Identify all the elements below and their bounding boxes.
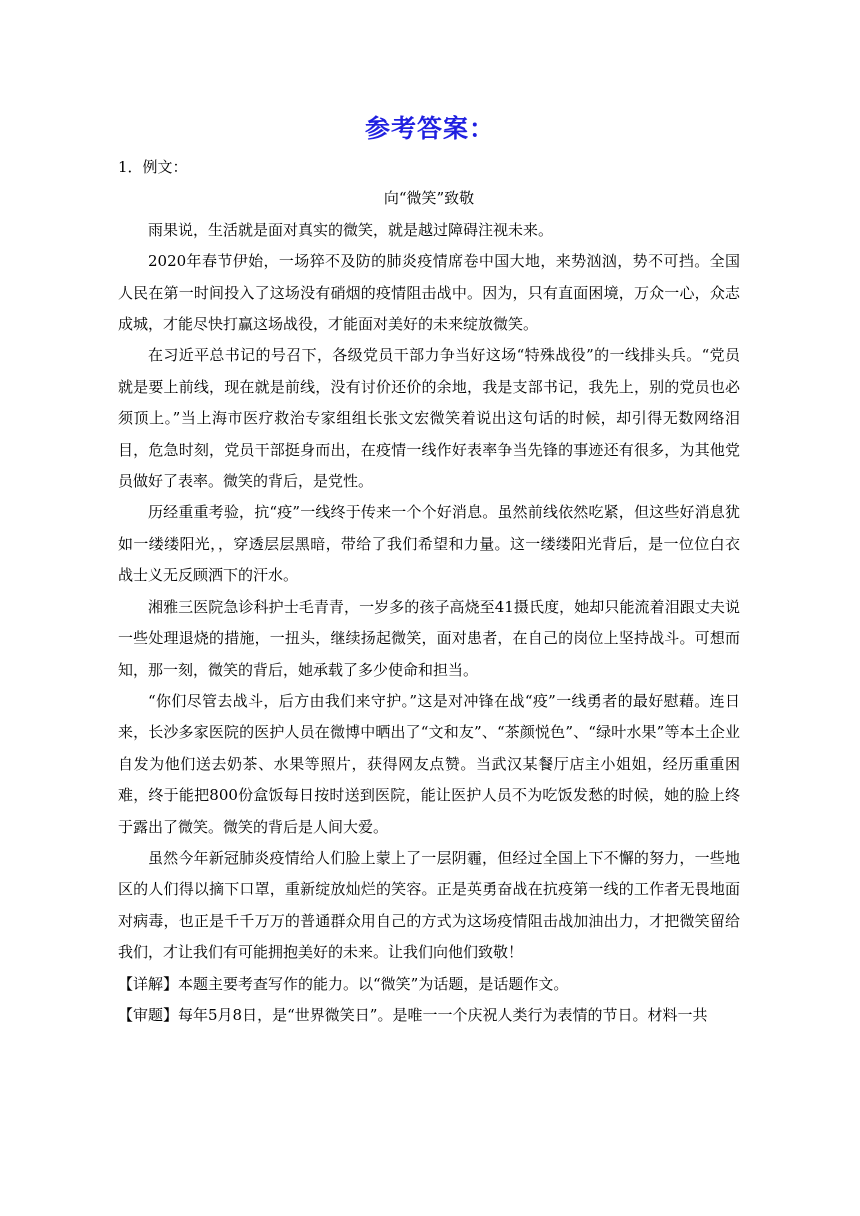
detail-text: 本题主要考查写作的能力。以“微笑”为话题，是话题作文。 <box>178 974 569 993</box>
essay-paragraph-3: 在习近平总书记的号召下，各级党员干部力争当好这场“特殊战役”的一线排头兵。“党员就是要上前线，现在就是前线，没有讨价还价的余地，我是支部书记，我先上，别的党员也必须顶上。”当上海市医疗救治专家组组长张文宏微笑着说出这句话的时候，却引得无数网络泪目，危急时刻，党员干部挺身而出，在疫情一线作好表率争当先锋的事迹还有很多，为其他党员做好了表率。微笑的背后，是党性。 <box>118 346 740 491</box>
essay-title: 向“微笑”致敬 <box>383 189 475 208</box>
essay-paragraph-5: 湘雅三医院急诊科护士毛青青，一岁多的孩子高烧至41摄氏度，她却只能流着泪跟丈夫说一些处理退烧的措施，一扭头，继续扬起微笑，面对患者，在自己的岗位上坚持战斗。可想而知，那一刻，微笑的背后，她承载了多少使命和担当。 <box>118 597 740 679</box>
essay-paragraph-4: 历经重重考验，抗“疫”一线终于传来一个个好消息。虽然前线依然吃紧，但这些好消息犹如一缕缕阳光，，穿透层层黑暗，带给了我们希望和力量。这一缕缕阳光背后，是一位位白衣战士义无反顾洒下的汗水。 <box>118 503 740 585</box>
review-text: 每年5月8日，是“世界微笑日”。是唯一一个庆祝人类行为表情的节日。材料一共 <box>178 1005 708 1024</box>
answer-heading: 参考答案： <box>364 114 495 143</box>
detail-paragraph <box>118 969 740 1000</box>
detail-label: 【详解】 <box>118 974 179 993</box>
essay-paragraph-7: 虽然今年新冠肺炎疫情给人们脸上蒙上了一层阴霾，但经过全国上下不懈的努力，一些地区的人们得以摘下口罩，重新绽放灿烂的笑容。正是英勇奋战在抗疫第一线的工作者无畏地面对病毒，也正是千千万万的普通群众用自己的方式为这场疫情阻击战加油出力，才把微笑留给我们，才让我们有可能拥抱美好的未来。让我们向他们致敬！ <box>118 848 740 962</box>
essay-paragraph-2: 2020年春节伊始，一场猝不及防的肺炎疫情席卷中国大地，来势汹汹，势不可挡。全国人民在第一时间投入了这场没有硝烟的疫情阻击战中。因为，只有直面困境，万众一心，众志成城，才能尽快打赢这场战役，才能面对美好的未来绽放微笑。 <box>118 252 740 334</box>
review-paragraph <box>118 1000 740 1031</box>
answer-body <box>118 152 740 1031</box>
question-number: 1．例文： <box>118 158 188 176</box>
essay-paragraph-1: 雨果说，生活就是面对真实的微笑，就是越过障碍注视未来。 <box>148 220 554 239</box>
essay-paragraph-6: “你们尽管去战斗，后方由我们来守护。”这是对冲锋在战“疫”一线勇者的最好慰藉。连日来，长沙多家医院的医护人员在微博中晒出了“文和友”、“茶颜悦色”、“绿叶水果”等本土企业自发为他们送去奶茶、水果等照片，获得网友点赞。当武汉某餐厅店主小姐姐，经历重重困难，终于能把800份盒饭每日按时送到医院，能让医护人员不为吃饭发愁的时候，她的脸上终于露出了微笑。微笑的背后是人间大爱。 <box>118 691 740 836</box>
review-label: 【审题】 <box>118 1005 179 1024</box>
